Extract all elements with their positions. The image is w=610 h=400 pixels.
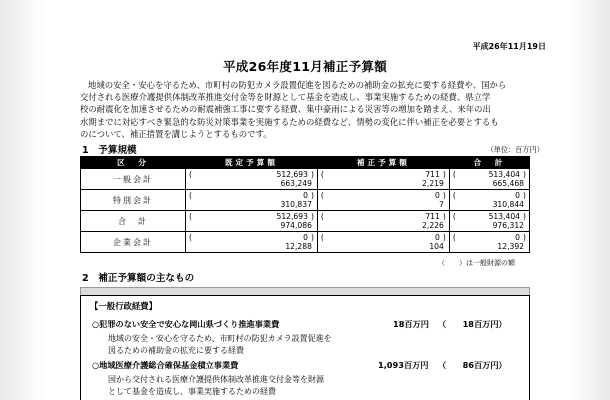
amount-value: 976,312 [492, 221, 524, 230]
item-description-line: 国から交付される医療介護提供体制改革推進交付金等を財源 [108, 375, 324, 384]
item-title: ○犯罪のない安全で安心な岡山県づくり推進事業費 [92, 319, 280, 329]
table-cell [317, 211, 449, 232]
amount-value: 12,288 [285, 242, 312, 251]
open-paren: ( [452, 212, 456, 221]
open-paren: ( [189, 191, 192, 200]
table-cell [186, 232, 318, 253]
item-description [108, 374, 324, 397]
amount-value: 104 [429, 242, 444, 251]
gray-header-bar [80, 287, 530, 295]
table-cell [449, 232, 529, 253]
close-paren: ) [523, 191, 526, 200]
intro-line: 水期までに対応すべき緊急的な防災対策事業を実施するための経費など、情勢の変化に伴い補正を必要とするも [80, 116, 499, 127]
item-description-line: 地域の安全・安心を守るため、市町村の防犯カメラ設置促進を [108, 334, 332, 343]
intro-line: 地域の安全・安心を守るため、市町村の防犯カメラ設置促進を図るための補助金の拡充に要する経費や、国から [88, 80, 507, 90]
budget-table [80, 156, 530, 253]
amount-value: 2,226 [422, 221, 444, 230]
category-label: 【一般行政経費】 [90, 301, 157, 311]
amount-value: 974,086 [280, 221, 312, 230]
close-paren: ) [523, 170, 526, 179]
table-row [81, 211, 530, 232]
close-paren: ) [310, 170, 314, 179]
close-paren: ) [442, 233, 446, 242]
table-row [81, 190, 530, 211]
general-fund-value: 512,693 [276, 212, 308, 221]
item-amount: 1,093百万円 [378, 360, 429, 370]
item-description-line: として基金を造成し、事業実施するための経費 [108, 386, 276, 396]
open-paren: ( [320, 191, 324, 200]
header-existing-budget: 既定予算額 [186, 157, 318, 169]
item-description [108, 333, 332, 356]
open-paren: ( [189, 170, 192, 179]
general-fund-value: 513,404 [488, 212, 520, 221]
section-heading-main-items: 2 補正予算額の主なもの [82, 273, 195, 284]
table-cell [317, 232, 449, 253]
open-paren: ( [320, 233, 324, 242]
open-paren: ( [320, 212, 324, 221]
row-label: 一般会計 [81, 169, 186, 190]
unit-label: （単位：百万円） [486, 145, 544, 154]
close-paren: ) [523, 212, 526, 221]
general-fund-value: 711 [425, 212, 440, 221]
open-paren: ( [452, 191, 456, 200]
general-fund-value: 512,693 [276, 170, 308, 179]
table-header-row [81, 157, 530, 169]
close-paren: ) [310, 191, 314, 200]
table-cell [186, 190, 318, 211]
amount-value: 310,844 [492, 200, 524, 209]
general-fund-value: 0 [303, 233, 308, 242]
document-title: 平成26年度11月補正予算額 [223, 59, 387, 74]
amount-value: 310,837 [280, 200, 312, 209]
general-fund-note: （ ）は一般財源の額 [438, 259, 515, 267]
item-title: ○地域医療介護総合確保基金積立事業費 [92, 360, 239, 370]
open-paren: ( [452, 233, 456, 242]
open-paren: ( [320, 170, 324, 179]
table-cell [449, 169, 529, 190]
close-paren: ) [310, 233, 314, 242]
section-heading-budget-scale: 1 予算規模 [82, 145, 137, 156]
table-row [81, 169, 530, 190]
intro-line: 校の耐震化を加速させるための耐震補強工事に要する経費、集中豪雨による災害等の増加を踏まえ、来年の出 [80, 104, 491, 115]
header-supplementary-budget: 補正予算額 [317, 157, 449, 169]
item-general-fund: （ 18百万円） [438, 319, 507, 329]
intro-line: のについて、補正措置を講じようとするものです。 [80, 128, 272, 139]
header-category: 区 分 [81, 157, 186, 169]
amount-value: 2,219 [422, 179, 444, 188]
open-paren: ( [452, 170, 456, 179]
amount-value: 665,468 [492, 179, 524, 188]
general-fund-value: 0 [303, 191, 308, 200]
general-fund-value: 513,404 [488, 170, 520, 179]
close-paren: ) [523, 233, 526, 242]
row-label: 特別会計 [81, 190, 186, 211]
table-cell [317, 190, 449, 211]
general-fund-value: 0 [515, 191, 520, 200]
table-cell [186, 169, 318, 190]
amount-value: 12,392 [497, 242, 524, 251]
table-row [81, 232, 530, 253]
intro-line: 交付される医療介護提供体制改革推進交付金等を財源として基金を造成し、事業実施するための経費、県立学 [80, 92, 491, 103]
table-cell [186, 211, 318, 232]
amount-value: 663,249 [280, 179, 312, 188]
document-date: 平成26年11月19日 [472, 42, 546, 51]
item-description-line: 図るための補助金の拡充に要する経費 [108, 345, 244, 355]
row-label: 合 計 [81, 211, 186, 232]
close-paren: ) [442, 212, 446, 221]
amount-value: 7 [439, 200, 444, 209]
table-cell [449, 211, 529, 232]
general-fund-value: 0 [435, 191, 440, 200]
intro-paragraph [80, 79, 540, 140]
table-cell [449, 190, 529, 211]
header-total: 合 計 [449, 157, 529, 169]
open-paren: ( [189, 233, 192, 242]
row-label: 企業会計 [81, 232, 186, 253]
general-fund-value: 0 [435, 233, 440, 242]
close-paren: ) [310, 212, 314, 221]
open-paren: ( [189, 212, 192, 221]
close-paren: ) [442, 191, 446, 200]
general-fund-value: 711 [425, 170, 440, 179]
item-general-fund: （ 86百万円） [438, 360, 507, 370]
general-fund-value: 0 [515, 233, 520, 242]
close-paren: ) [442, 170, 446, 179]
table-cell [317, 169, 449, 190]
item-amount: 18百万円 [393, 319, 429, 329]
